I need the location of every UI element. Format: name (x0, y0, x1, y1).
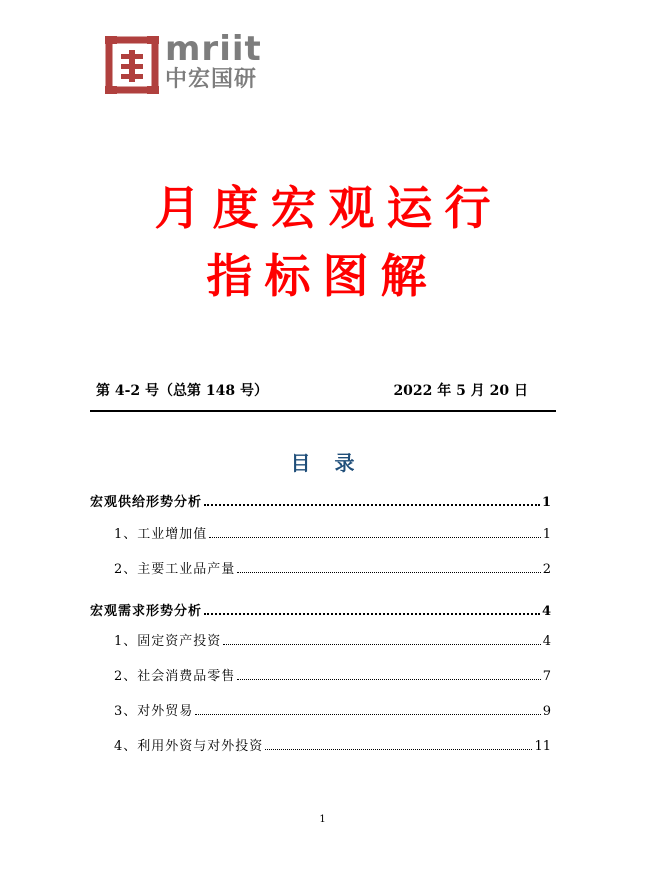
toc-entry-label: 4、利用外资与对外投资 (114, 739, 264, 754)
toc-entry-page: 1 (542, 527, 551, 542)
toc-entry[interactable] (90, 494, 551, 512)
logo (105, 29, 265, 96)
toc-entry[interactable] (114, 703, 551, 721)
toc-entry-label: 1、固定资产投资 (114, 634, 222, 649)
header-divider (90, 410, 556, 412)
toc-leader-dots (223, 643, 540, 645)
toc-entry-page: 4 (541, 604, 551, 619)
toc-entry[interactable] (114, 633, 551, 651)
document-title-line-1: 月度宏观运行 (154, 181, 503, 235)
toc-entry-label: 2、社会消费品零售 (114, 669, 236, 684)
page-number: 1 (319, 814, 326, 825)
toc-entry[interactable] (114, 738, 551, 756)
toc-entry-label: 宏观供给形势分析 (90, 495, 203, 510)
toc-leader-dots (237, 678, 540, 680)
toc-heading: 目录 (290, 451, 379, 475)
document-title-line-2: 指标图解 (206, 249, 439, 303)
logo-text-en: mriit (165, 29, 262, 69)
toc-entry-page: 2 (542, 562, 551, 577)
publication-date: 2022 年 5 月 20 日 (393, 383, 528, 399)
mriit-logo-mark-icon (105, 36, 159, 94)
toc-entry-label: 2、主要工业品产量 (114, 562, 236, 577)
toc-entry[interactable] (114, 526, 551, 544)
toc-entry-page: 7 (542, 669, 551, 684)
toc-leader-dots (209, 536, 540, 538)
toc-entry[interactable] (90, 603, 551, 621)
issue-number: 第 4-2 号（总第 148 号） (96, 383, 269, 399)
toc-entry-page: 4 (542, 634, 551, 649)
toc-entry[interactable] (114, 561, 551, 579)
logo-text-cn: 中宏国研 (165, 67, 258, 92)
toc-leader-dots (204, 612, 540, 615)
toc-entry-page: 9 (542, 704, 551, 719)
toc-leader-dots (237, 571, 540, 573)
toc-leader-dots (204, 503, 540, 506)
toc-entry-label: 3、对外贸易 (114, 704, 194, 719)
toc-entry-page: 11 (534, 739, 551, 754)
toc-leader-dots (195, 713, 540, 715)
toc-entry-label: 1、工业增加值 (114, 527, 208, 542)
toc-entry-label: 宏观需求形势分析 (90, 604, 203, 619)
toc-entry-page: 1 (541, 495, 551, 510)
toc-leader-dots (265, 748, 532, 750)
toc-entry[interactable] (114, 668, 551, 686)
